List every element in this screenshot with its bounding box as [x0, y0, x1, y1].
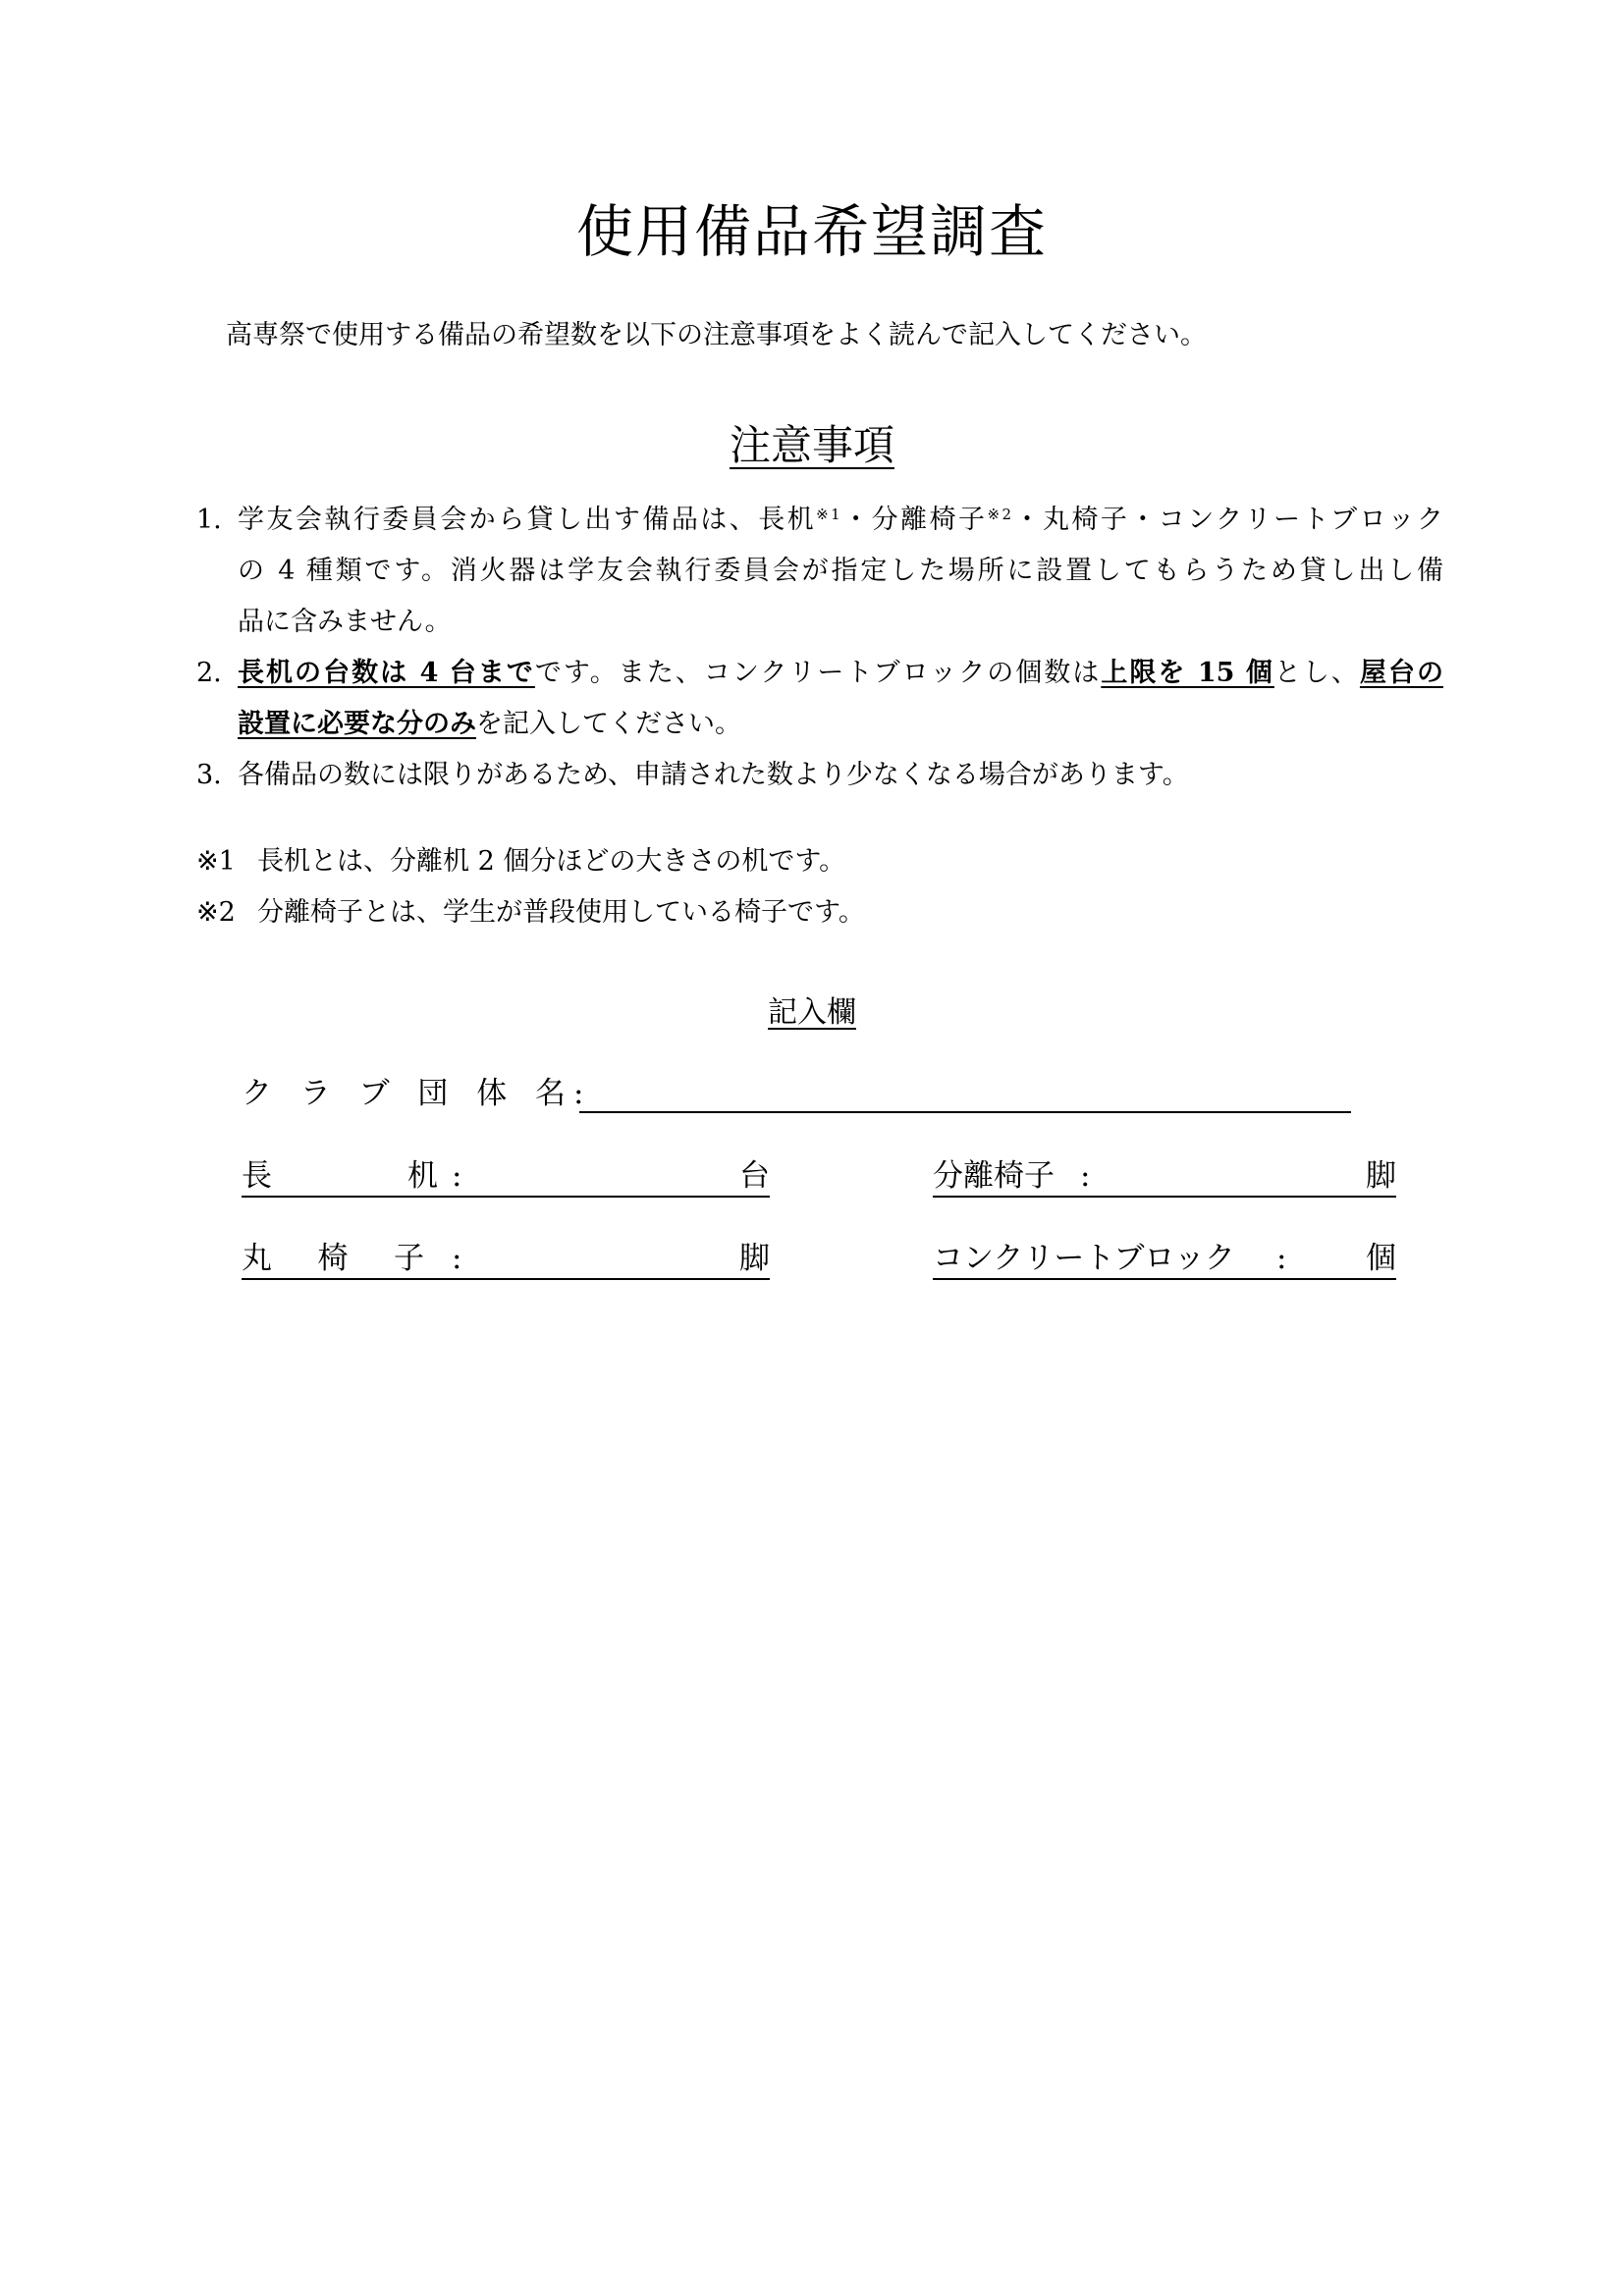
label-char: ラ: [299, 1076, 331, 1111]
emphasis-stall: 屋台の: [1359, 658, 1444, 688]
colon: :: [573, 1076, 584, 1111]
note-3: [196, 750, 1443, 801]
note-1: [196, 495, 1443, 648]
form-heading-text: 記入欄: [768, 995, 856, 1030]
note-number: 2.: [196, 658, 222, 688]
colon: :: [452, 1158, 462, 1194]
club-name-label: [242, 1074, 566, 1113]
unit-label: 台: [739, 1158, 770, 1194]
footnote-text: 長机とは、分離机 2 個分ほどの大きさの机です。: [257, 846, 846, 877]
colon: :: [1276, 1241, 1287, 1276]
label-char: 団: [417, 1076, 449, 1111]
note-number: 1.: [196, 505, 222, 535]
separate-chair-field[interactable]: [933, 1156, 1396, 1198]
note-2-line-2: [238, 699, 1443, 750]
footnote-ref-2: ※2: [987, 506, 1012, 523]
unit-label: 脚: [739, 1241, 770, 1276]
emphasis-required-only: 設置に必要な分のみ: [238, 709, 476, 739]
note-number: 3.: [196, 760, 222, 790]
label-char: ブ: [358, 1076, 390, 1111]
notes-heading-text: 注意事項: [729, 421, 894, 469]
note-1-line-3: 品に含みません。: [238, 607, 452, 637]
colon: :: [452, 1241, 462, 1276]
note-text: ・分離椅子: [839, 505, 988, 535]
note-1-line-2: の 4 種類です。消火器は学友会執行委員会が指定した場所に設置してもらうため貸し出し備: [238, 556, 1443, 586]
intro-text: 高専祭で使用する備品の希望数を以下の注意事項をよく読んで記入してください。: [226, 320, 1207, 350]
label-char: 椅: [317, 1241, 349, 1276]
notes-heading: [0, 416, 1624, 475]
emphasis-desk-limit: 長机の台数は 4 台まで: [238, 658, 535, 688]
note-text: ・丸椅子・コンクリートブロック: [1011, 505, 1444, 535]
page-title: 使用備品希望調査: [575, 198, 1048, 265]
concrete-block-label: コンクリートブロック: [933, 1241, 1235, 1276]
unit-label: 脚: [1366, 1158, 1396, 1194]
long-desk-label: [242, 1156, 438, 1196]
footnote-1: [196, 842, 845, 881]
label-char: 机: [407, 1158, 438, 1194]
notes-list: [196, 495, 1443, 801]
emphasis-block-limit: 上限を 15 個: [1101, 658, 1274, 688]
colon: :: [1080, 1158, 1091, 1194]
label-char: 子: [394, 1241, 424, 1276]
footnote-text: 分離椅子とは、学生が普段使用している椅子です。: [257, 897, 865, 928]
club-name-input[interactable]: [579, 1111, 1351, 1113]
note-1-line-1: [238, 495, 1443, 546]
round-chair-field[interactable]: [242, 1239, 770, 1280]
round-chair-label: [242, 1239, 424, 1278]
club-name-field[interactable]: [242, 1074, 1351, 1113]
concrete-block-field[interactable]: [933, 1239, 1396, 1280]
label-char: 丸: [242, 1241, 272, 1276]
label-char: 体: [476, 1076, 508, 1111]
note-2-line-1: [238, 648, 1443, 699]
note-2: [196, 648, 1443, 750]
note-text: です。また、コンクリートブロックの個数は: [534, 658, 1102, 688]
long-desk-field[interactable]: [242, 1156, 770, 1198]
footnote-mark: ※1: [196, 846, 236, 877]
label-char: 名: [534, 1076, 566, 1111]
label-char: 長: [242, 1158, 272, 1194]
note-text: を記入してください。: [476, 709, 741, 739]
form-heading: [0, 991, 1624, 1035]
note-text: とし、: [1273, 658, 1360, 688]
label-char: ク: [242, 1076, 272, 1111]
footnote-ref-1: ※1: [816, 506, 840, 523]
separate-chair-label: 分離椅子: [933, 1158, 1055, 1194]
unit-label: 個: [1366, 1241, 1396, 1276]
footnote-2: [196, 893, 865, 933]
note-3-line-1: 各備品の数には限りがあるため、申請された数より少なくなる場合があります。: [238, 760, 1189, 790]
footnote-mark: ※2: [196, 897, 236, 928]
note-text: 学友会執行委員会から貸し出す備品は、長机: [238, 505, 817, 535]
